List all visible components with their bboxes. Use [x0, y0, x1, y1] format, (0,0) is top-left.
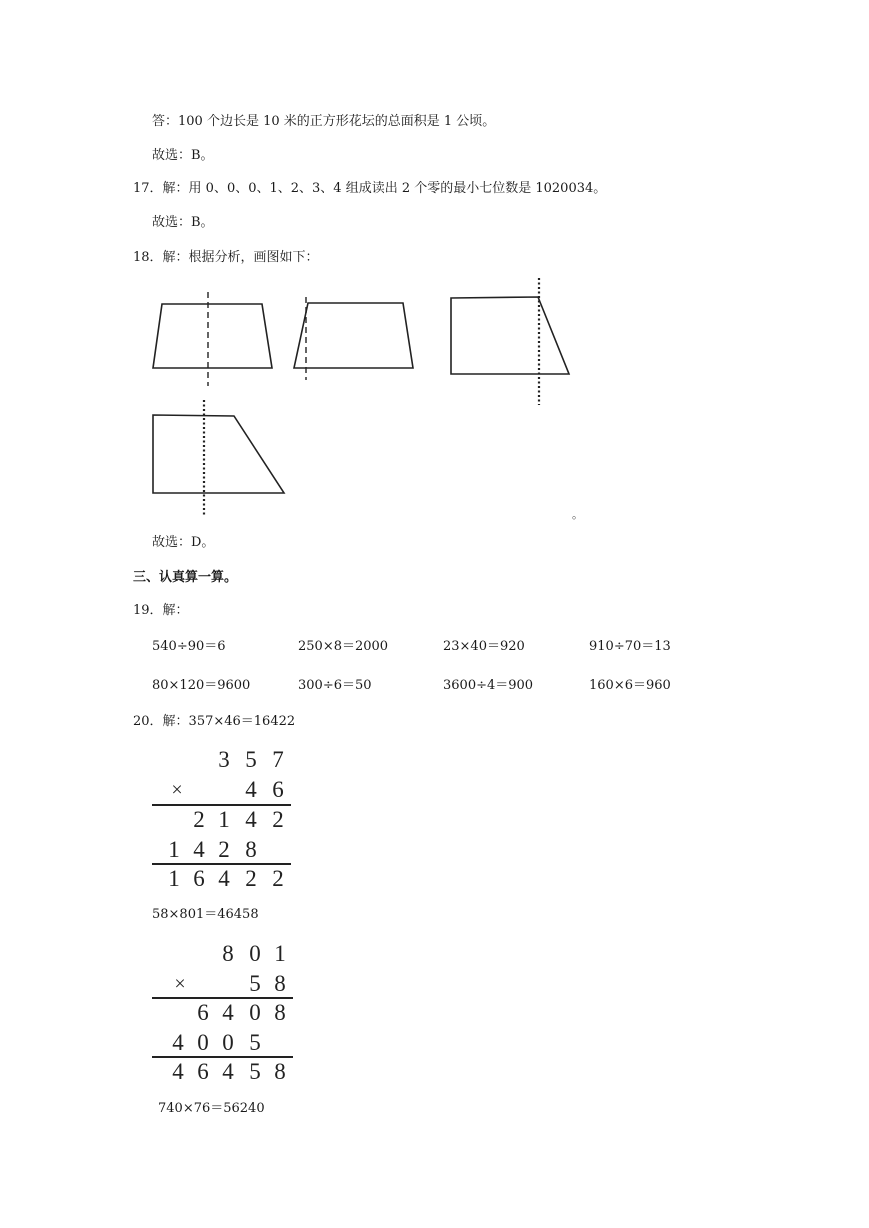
- digit: 0: [249, 941, 261, 966]
- calc-item: 23×40＝920: [443, 639, 525, 654]
- digit: 6: [197, 1000, 209, 1025]
- equation-2: 58×801＝46458: [152, 907, 259, 922]
- digit: 0: [197, 1030, 209, 1055]
- digit: 6: [197, 1059, 209, 1084]
- digit: 4: [218, 866, 230, 891]
- digit: 4: [222, 1059, 234, 1084]
- digit: 1: [218, 807, 230, 832]
- choice-16: 故选：B。: [152, 148, 214, 163]
- digit: 5: [245, 747, 257, 772]
- answer-16: 答：100 个边长是 10 米的正方形花坛的总面积是 1 公顷。: [152, 114, 496, 129]
- choice-18: 故选：D。: [152, 535, 215, 550]
- digit: 5: [249, 1059, 261, 1084]
- digit: 3: [218, 747, 230, 772]
- digit: 4: [245, 807, 257, 832]
- digit: 0: [249, 1000, 261, 1025]
- calc-item: 540÷90＝6: [152, 639, 226, 654]
- trapezoid-4: [153, 415, 284, 493]
- digit: 5: [249, 971, 261, 996]
- digit: 8: [274, 971, 286, 996]
- multiply-sign: ×: [174, 973, 186, 995]
- trapezoid-1: [153, 304, 272, 368]
- calc-item: 160×6＝960: [589, 678, 671, 693]
- question-19: 19．解：: [133, 603, 189, 618]
- digit: 6: [193, 866, 205, 891]
- digit: 8: [222, 941, 234, 966]
- trapezoid-2: [294, 303, 413, 368]
- question-17: 17．解：用 0、0、0、1、2、3、4 组成读出 2 个零的最小七位数是 1020034。: [133, 181, 607, 196]
- rule-line: [152, 1056, 293, 1058]
- digit: 7: [272, 747, 284, 772]
- choice-17: 故选：B。: [152, 215, 214, 230]
- digit: 2: [218, 837, 230, 862]
- calc-item: 80×120＝9600: [152, 678, 251, 693]
- calc-item: 300÷6＝50: [298, 678, 372, 693]
- digit: 4: [193, 837, 205, 862]
- trapezoid-3: [451, 297, 569, 374]
- digit: 1: [274, 941, 286, 966]
- rule-line: [152, 997, 293, 999]
- section-three-heading: 三、认真算一算。: [133, 570, 238, 585]
- calc-item: 910÷70＝13: [589, 639, 671, 654]
- period-mark: 。: [572, 508, 583, 521]
- digit: 6: [272, 777, 284, 802]
- digit: 0: [222, 1030, 234, 1055]
- digit: 2: [272, 866, 284, 891]
- digit: 8: [274, 1000, 286, 1025]
- digit: 4: [245, 777, 257, 802]
- digit: 2: [193, 807, 205, 832]
- digit: 1: [168, 866, 180, 891]
- digit: 8: [245, 837, 257, 862]
- rule-line: [152, 863, 291, 865]
- calc-item: 3600÷4＝900: [443, 678, 534, 693]
- digit: 4: [172, 1059, 184, 1084]
- question-20: 20．解：357×46＝16422: [133, 714, 296, 729]
- calc-item: 250×8＝2000: [298, 639, 389, 654]
- digit: 2: [272, 807, 284, 832]
- digit: 5: [249, 1030, 261, 1055]
- equation-3: 740×76＝56240: [158, 1101, 265, 1116]
- digit: 2: [245, 866, 257, 891]
- rule-line: [152, 804, 291, 806]
- multiply-sign: ×: [171, 779, 183, 801]
- digit: 4: [222, 1000, 234, 1025]
- digit: 1: [168, 837, 180, 862]
- question-18: 18．解：根据分析，画图如下：: [133, 250, 319, 265]
- digit: 8: [274, 1059, 286, 1084]
- digit: 4: [172, 1030, 184, 1055]
